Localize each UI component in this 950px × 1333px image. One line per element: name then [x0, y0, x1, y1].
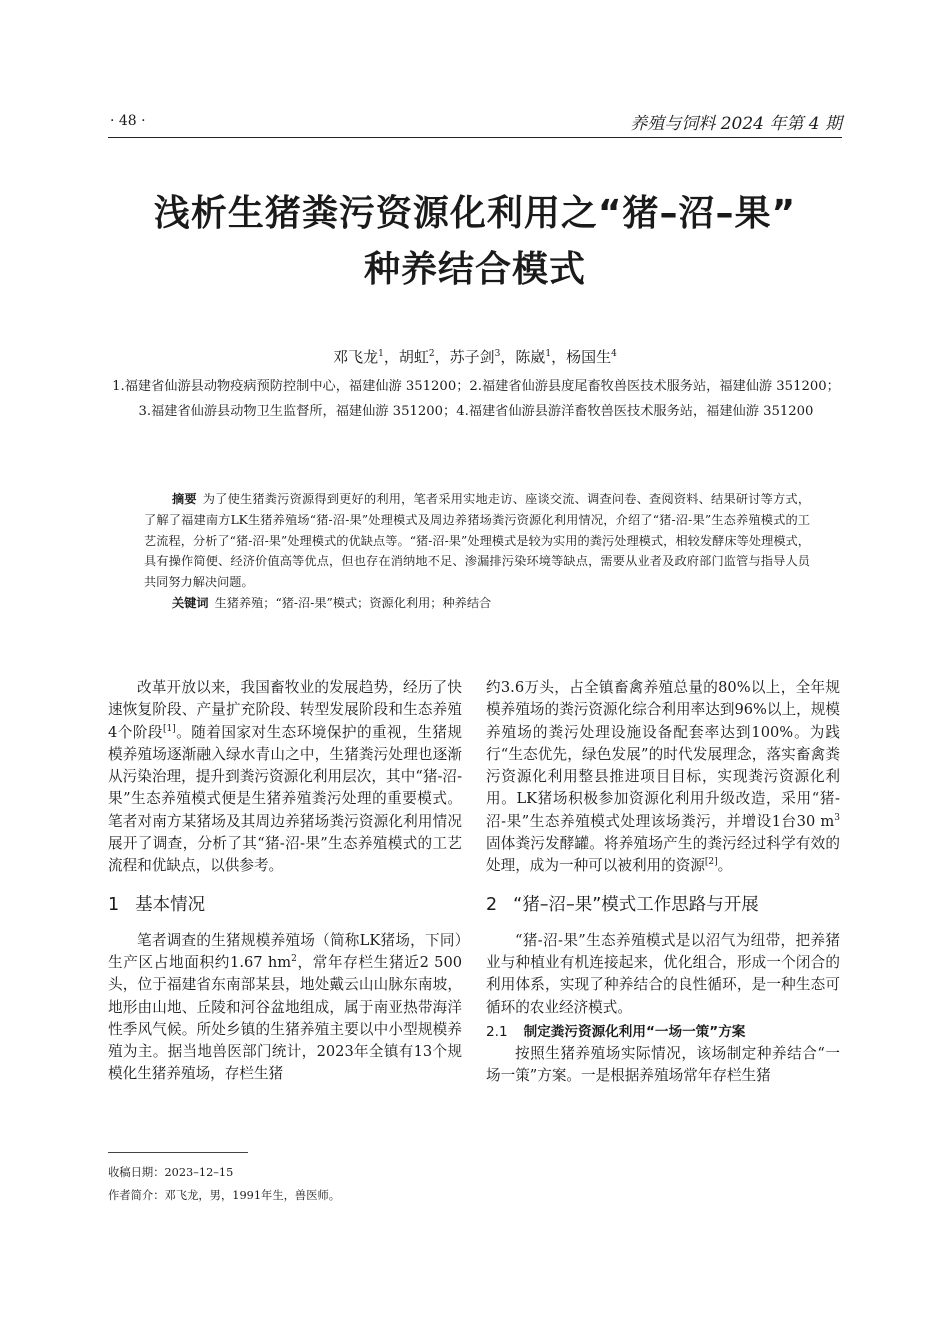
- author-name: 杨国生: [566, 348, 612, 366]
- author-name: 胡虹: [398, 348, 429, 366]
- author-name: 苏子剑: [449, 348, 495, 366]
- author-affil-mark: 3: [494, 349, 501, 359]
- author-affil-mark: 2: [428, 349, 435, 359]
- abstract-block: [144, 489, 810, 614]
- journal-name: 养殖与饲料 2024 年第 4 期: [630, 114, 842, 134]
- author-affil-mark: 1: [545, 349, 552, 359]
- citation-ref: [1]: [162, 723, 176, 734]
- abstract-label: 摘要: [172, 492, 197, 506]
- section-1-paragraph-continued: 约3.6万头，占全镇畜禽养殖总量的80%以上，全年规模养殖场的粪污资源化综合利用率达到96%以上，规模养殖场的粪污处理设施设备配套率达到100%。为践行“生态优先，绿色发展”的时代发展理念，落实畜禽粪污资源化利用整县推进项目目标，实现粪污资源化利用。LK猪场积极参加资源化利用升级改造，采用“猪-沼-果”生态养殖模式处理该场粪污，并增设1台30 $m^3$固体粪污发酵罐。将养殖场产生的粪污经过科学有效的处理，成为一种可以被利用的资源[2]。: [486, 679, 840, 875]
- page-number: · 48 ·: [110, 113, 146, 129]
- section-1-paragraph: 笔者调查的生猪规模养殖场（简称LK猪场，下同）生产区占地面积约1.67 $hm^2$，常年存栏生猪近2 500头，位于福建省东南部某县，地处戴云山山脉东南坡，地形由山地、丘陵和河谷盆地组成，属于南亚热带海洋性季风气候。所处乡镇的生猪养殖主要以中小型规模养殖为主。据当地兽医部门统计，2023年全镇有13个规模化生猪养殖场，存栏生猪: [108, 931, 463, 1083]
- header-rule: [108, 137, 842, 138]
- article-title: [60, 186, 890, 298]
- affiliations: 1.福建省仙游县动物疫病预防控制中心，福建仙游 351200；2.福建省仙游县度尾畜牧兽医技术服务站，福建仙游 351200；3.福建省仙游县动物卫生监督所，福建仙游 351200；4.福建省仙游县游洋畜牧兽医技术服务站，福建仙游 351200: [112, 379, 840, 419]
- author-affil-mark: 4: [611, 349, 617, 359]
- keywords-text: 生猪养殖；“猪-沼-果”模式；资源化利用；种养结合: [214, 595, 492, 610]
- citation-ref: [2]: [704, 857, 718, 868]
- intro-paragraph: 改革开放以来，我国畜牧业的发展趋势，经历了快速恢复阶段、产量扩充阶段、转型发展阶段和生态养殖4个阶段[1]。随着国家对生态环境保护的重视，生猪规模养殖场逐渐融入绿水青山之中，生猪粪污处理也逐渐从污染治理，提升到粪污资源化利用层次，其中“猪-沼-果”生态养殖模式便是生猪养殖粪污处理的重要模式。笔者对南方某猪场及其周边养猪场粪污资源化利用情况展开了调查，分析了其“猪-沼-果”生态养殖模式的工艺流程和优缺点，以供参考。: [108, 679, 462, 875]
- received-date: 收稿日期：2023–12–15: [108, 1166, 234, 1179]
- section-heading-2: 2 “猪–沼–果”模式工作思路与开展: [486, 894, 759, 915]
- title-line-1: 浅析生猪粪污资源化利用之“猪–沼–果”: [153, 193, 797, 234]
- footnote-rule: [108, 1152, 248, 1153]
- title-line-2: 种养结合模式: [363, 249, 586, 290]
- author-bio: 作者简介：邓飞龙，男，1991年生，兽医师。: [108, 1189, 341, 1202]
- author-name: 邓飞龙: [333, 348, 379, 366]
- body-column-right: [486, 677, 840, 1087]
- body-column-left: [108, 677, 462, 1086]
- keywords-label: 关键词: [172, 595, 209, 610]
- author-name: 陈崴: [515, 348, 546, 366]
- abstract-text: 为了使生猪粪污资源得到更好的利用，笔者采用实地走访、座谈交流、调查问卷、查阅资料、结果研讨等方式，了解了福建南方LK生猪养殖场“猪-沼-果”处理模式及周边养猪场粪污资源化利用情况，介绍了“猪-沼-果”生态养殖模式的工艺流程，分析了“猪-沼-果”处理模式的优缺点等。“猪-沼-果”处理模式是较为实用的粪污处理模式，相较发酵床等处理模式，具有操作简便、经济价值高等优点，但也存在消纳地不足、渗漏排污染环境等缺点，需要从业者及政府部门监管与指导人员共同努力解决问题。: [144, 492, 811, 590]
- author-list: 邓飞龙$^1$，胡虹$^2$，苏子剑$^3$，陈崴$^1$，杨国生$^4$: [333, 348, 617, 366]
- author-affil-mark: 1: [378, 349, 384, 359]
- subsection-heading-2-1: 2.1 制定粪污资源化利用“一场一策”方案: [486, 1023, 746, 1040]
- section-heading-1: 1 基本情况: [108, 894, 206, 915]
- section-2-paragraph: “猪-沼-果”生态养殖模式是以沼气为纽带，把养猪业与种植业有机连接起来，优化组合，形成一个闭合的利用体系，实现了种养结合的良性循环，是一种生态可循环的农业经济模式。: [486, 931, 840, 1016]
- subsection-2-1-paragraph: 按照生猪养殖场实际情况，该场制定种养结合“一场一策”方案。一是根据养殖场常年存栏生猪: [486, 1044, 840, 1085]
